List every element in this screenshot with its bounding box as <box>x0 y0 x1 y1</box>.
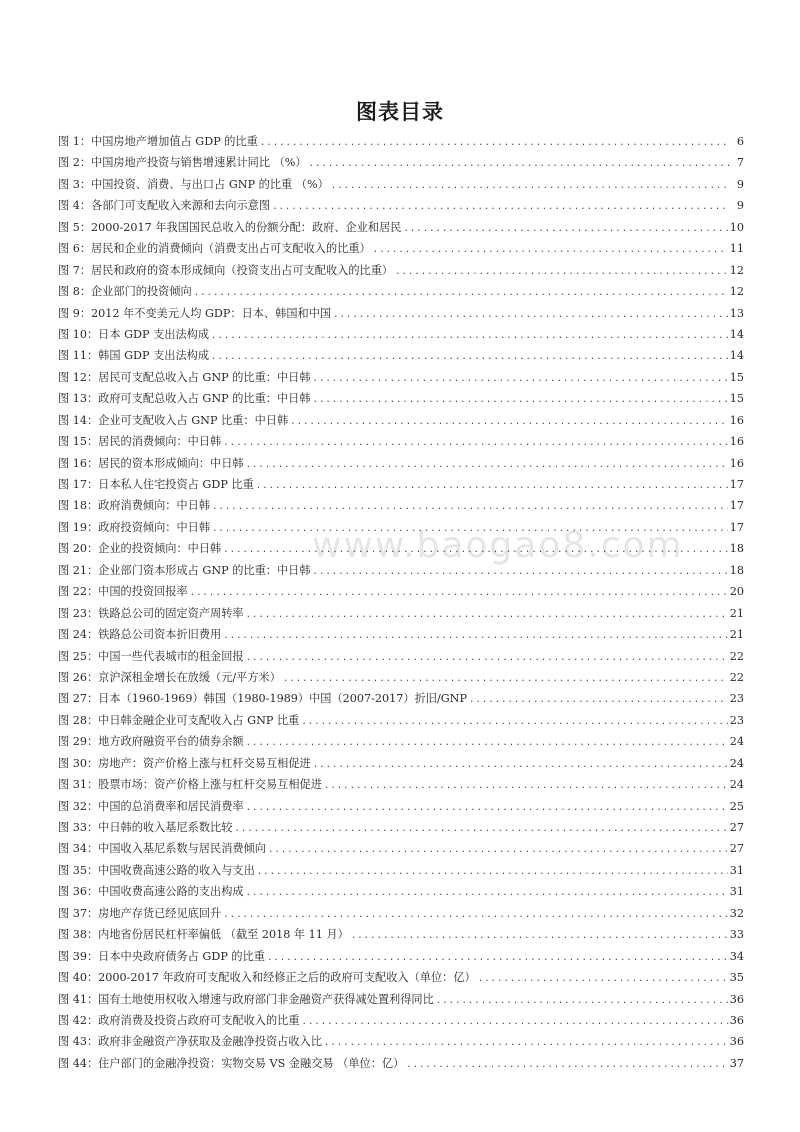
toc-entry-page-number: 37 <box>729 1056 744 1070</box>
toc-entry[interactable] <box>58 262 744 283</box>
toc-entry[interactable] <box>58 798 744 819</box>
toc-entry[interactable] <box>58 648 744 669</box>
toc-entry-page-number: 36 <box>729 992 744 1006</box>
toc-entry[interactable] <box>58 1012 744 1033</box>
dot-leader <box>290 417 728 427</box>
dot-leader <box>246 803 728 813</box>
toc-entry[interactable] <box>58 626 744 647</box>
toc-entry-label: 图 35：中国收费高速公路的收入与支出 <box>58 863 255 877</box>
toc-entry[interactable] <box>58 455 744 476</box>
dot-leader <box>331 181 730 191</box>
toc-entry-label: 图 17：日本私人住宅投资占 GDP 比重 <box>58 478 254 491</box>
toc-entry[interactable] <box>58 240 744 261</box>
page-title: 图表目录 <box>356 100 444 124</box>
dot-leader <box>223 631 728 641</box>
toc-entry-page-number: 24 <box>729 735 744 749</box>
toc-entry-label: 图 9：2012 年不变美元人均 GDP：日本、韩国和中国 <box>58 306 332 320</box>
toc-entry-label: 图 13：政府可支配总收入占 GNP 的比重：中日韩 <box>58 392 311 406</box>
toc-entry-label: 图 4：各部门可支配收入来源和去向示意图 <box>58 199 271 213</box>
toc-entry-label: 图 40：2000-2017 年政府可支配收入和经修正之后的政府可支配收入（单位：亿） <box>58 971 476 985</box>
toc-entry-label: 图 23：铁路总公司的固定资产周转率 <box>58 606 244 620</box>
toc-entry-page-number: 18 <box>729 542 744 556</box>
toc-entry[interactable] <box>58 219 744 240</box>
toc-entry-page-number: 35 <box>729 971 744 985</box>
toc-entry-page-number: 20 <box>729 585 744 599</box>
dot-leader <box>267 953 728 963</box>
toc-entry-page-number: 12 <box>729 263 744 277</box>
toc-entry-page-number: 17 <box>729 499 744 513</box>
toc-entry-label: 图 34：中国收入基尼系数与居民消费倾向 <box>58 842 266 856</box>
toc-entry[interactable] <box>58 133 744 154</box>
dot-leader <box>246 460 728 470</box>
toc-entry-page-number: 16 <box>729 456 744 470</box>
dot-leader <box>373 245 728 255</box>
toc-entry-label: 图 33：中日韩的收入基尼系数比较 <box>58 821 233 834</box>
dot-leader <box>395 267 728 277</box>
toc-entry-label: 图 42：政府消费及投资占政府可支配收入的比重 <box>58 1013 300 1027</box>
toc-entry-page-number: 21 <box>729 628 744 642</box>
toc-entry-label: 图 39：日本中央政府债务占 GDP 的比重 <box>58 949 265 963</box>
dot-leader <box>301 717 727 727</box>
toc-entry[interactable] <box>58 369 744 390</box>
dot-leader <box>309 159 730 169</box>
toc-entry-page-number: 18 <box>729 563 744 577</box>
toc-entry-page-number: 15 <box>729 370 744 384</box>
figure-list <box>58 133 744 1076</box>
toc-entry-page-number: 25 <box>729 799 744 813</box>
dot-leader <box>313 760 728 770</box>
dot-leader <box>212 502 728 512</box>
toc-entry-page-number: 16 <box>729 413 744 427</box>
toc-entry-page-number: 32 <box>729 906 744 920</box>
toc-entry-page-number: 14 <box>729 349 744 363</box>
toc-entry[interactable] <box>58 540 744 561</box>
toc-entry-page-number: 22 <box>729 670 744 684</box>
toc-entry-label: 图 15：居民的消费倾向：中日韩 <box>58 435 222 449</box>
toc-entry-label: 图 11：韩国 GDP 支出法构成 <box>58 349 210 363</box>
toc-entry-label: 图 28：中日韩金融企业可支配收入占 GNP 比重 <box>58 713 300 727</box>
dot-leader <box>324 1038 728 1048</box>
dot-leader <box>246 888 728 898</box>
toc-entry[interactable] <box>58 433 744 454</box>
dot-leader <box>246 653 728 663</box>
toc-entry-page-number: 17 <box>729 520 744 534</box>
toc-entry-label: 图 38：内地省份居民杠杆率偏低 （截至 2018 年 11 月） <box>58 928 349 942</box>
toc-entry-label: 图 44：住户部门的金融净投资：实物交易 VS 金融交易 （单位：亿） <box>58 1056 405 1070</box>
toc-entry[interactable] <box>58 690 744 711</box>
toc-entry-page-number: 36 <box>729 1035 744 1049</box>
toc-entry[interactable] <box>58 562 744 583</box>
dot-leader <box>351 931 728 941</box>
toc-entry[interactable] <box>58 926 744 947</box>
toc-entry-label: 图 10：日本 GDP 支出法构成 <box>58 327 210 341</box>
toc-entry-page-number: 36 <box>729 1013 744 1027</box>
toc-entry-page-number: 7 <box>736 156 744 170</box>
dot-leader <box>246 738 728 748</box>
dot-leader <box>324 781 728 791</box>
toc-entry-label: 图 16：居民的资本形成倾向：中日韩 <box>58 456 244 470</box>
toc-entry[interactable] <box>58 883 744 904</box>
toc-entry-label: 图 37：房地产存货已经见底回升 <box>58 906 222 920</box>
toc-entry[interactable] <box>58 326 744 347</box>
toc-entry-label: 图 2：中国房地产投资与销售增速累计同比 （%） <box>58 156 307 170</box>
toc-entry-page-number: 33 <box>729 928 744 942</box>
toc-entry[interactable] <box>58 840 744 861</box>
toc-entry-label: 图 20：企业的投资倾向：中日韩 <box>58 542 222 556</box>
toc-entry[interactable] <box>58 305 744 326</box>
toc-entry[interactable] <box>58 283 744 304</box>
toc-entry-label: 图 18：政府消费倾向：中日韩 <box>58 499 211 513</box>
dot-leader <box>313 395 728 405</box>
toc-entry[interactable] <box>58 969 744 990</box>
toc-entry[interactable] <box>58 347 744 368</box>
toc-entry-page-number: 22 <box>729 649 744 663</box>
toc-entry-label: 图 8：企业部门的投资倾向 <box>58 285 192 299</box>
dot-leader <box>403 224 727 234</box>
toc-entry-page-number: 12 <box>729 285 744 299</box>
toc-entry[interactable] <box>58 476 744 497</box>
toc-entry-page-number: 24 <box>729 778 744 792</box>
dot-leader <box>223 910 728 920</box>
dot-leader <box>211 352 728 362</box>
dot-leader <box>256 481 728 491</box>
dot-leader <box>190 588 728 598</box>
toc-entry-page-number: 34 <box>729 949 744 963</box>
dot-leader <box>272 202 730 212</box>
toc-entry-label: 图 25：中国一些代表城市的租金回报 <box>58 649 244 663</box>
watermark: www.baogao8.com <box>312 525 684 566</box>
toc-entry-page-number: 31 <box>729 885 744 899</box>
toc-entry[interactable] <box>58 497 744 518</box>
toc-entry[interactable] <box>58 712 744 733</box>
toc-entry-label: 图 26：京沪深租金增长在放缓（元/平方米） <box>58 670 281 684</box>
dot-leader <box>257 867 728 877</box>
toc-entry[interactable] <box>58 948 744 969</box>
toc-entry[interactable] <box>58 819 744 840</box>
toc-entry-label: 图 32：中国的总消费率和居民消费率 <box>58 799 244 813</box>
dot-leader <box>313 374 728 384</box>
dot-leader <box>333 310 728 320</box>
dot-leader <box>268 845 728 855</box>
toc-entry-page-number: 23 <box>729 713 744 727</box>
toc-entry-page-number: 27 <box>729 842 744 856</box>
toc-entry[interactable] <box>58 776 744 797</box>
toc-entry-label: 图 6：居民和企业的消费倾向（消费支出占可支配收入的比重） <box>58 242 371 256</box>
toc-entry-label: 图 12：居民可支配总收入占 GNP 的比重：中日韩 <box>58 370 311 384</box>
dot-leader <box>436 996 728 1006</box>
toc-entry-label: 图 36：中国收费高速公路的支出构成 <box>58 885 244 899</box>
dot-leader <box>302 1017 728 1027</box>
toc-entry-label: 图 22：中国的投资回报率 <box>58 585 188 599</box>
toc-entry-label: 图 30：房地产：资产价格上涨与杠杆交易互相促进 <box>58 756 311 770</box>
toc-entry-label: 图 1：中国房地产增加值占 GDP 的比重 <box>58 135 258 148</box>
toc-entry-label: 图 29：地方政府融资平台的债券余额 <box>58 735 244 749</box>
toc-entry[interactable] <box>58 862 744 883</box>
dot-leader <box>260 138 730 148</box>
dot-leader <box>283 674 728 684</box>
dot-leader <box>223 545 728 555</box>
toc-entry-page-number: 15 <box>729 392 744 406</box>
toc-entry-label: 图 21：企业部门资本形成占 GNP 的比重：中日韩 <box>58 563 311 577</box>
toc-entry-label: 图 19：政府投资倾向：中日韩 <box>58 520 211 534</box>
dot-leader <box>478 974 728 984</box>
dot-leader <box>406 1060 727 1070</box>
toc-entry-label: 图 31：股票市场：资产价格上涨与杠杆交易互相促进 <box>58 778 322 792</box>
toc-entry[interactable] <box>58 519 744 540</box>
toc-entry[interactable] <box>58 154 744 175</box>
toc-entry[interactable] <box>58 733 744 754</box>
toc-entry[interactable] <box>58 905 744 926</box>
dot-leader <box>469 695 728 705</box>
toc-entry-label: 图 27：日本（1960-1969）韩国（1980-1989）中国（2007-2017）折旧/GNP <box>58 692 467 706</box>
toc-entry[interactable] <box>58 605 744 626</box>
toc-entry-page-number: 11 <box>729 242 744 256</box>
toc-entry-page-number: 21 <box>729 606 744 620</box>
dot-leader <box>223 438 728 448</box>
toc-entry-page-number: 9 <box>736 199 744 213</box>
toc-entry-label: 图 41：国有土地使用权收入增速与政府部门非金融资产获得减处置利得同比 <box>58 992 434 1006</box>
toc-entry[interactable] <box>58 197 744 218</box>
dot-leader <box>211 331 728 341</box>
toc-entry[interactable] <box>58 755 744 776</box>
dot-leader <box>194 288 728 298</box>
toc-entry-page-number: 6 <box>736 135 744 148</box>
toc-entry[interactable] <box>58 176 744 197</box>
dot-leader <box>212 524 728 534</box>
toc-entry-label: 图 5：2000-2017 年我国国民总收入的份额分配：政府、企业和居民 <box>58 220 402 234</box>
toc-entry-label: 图 14：企业可支配收入占 GNP 比重：中日韩 <box>58 413 289 427</box>
toc-entry-label: 图 24：铁路总公司资本折旧费用 <box>58 628 222 642</box>
toc-entry-label: 图 43：政府非金融资产净获取及金融净投资占收入比 <box>58 1035 322 1049</box>
toc-entry-label: 图 7：居民和政府的资本形成倾向（投资支出占可支配收入的比重） <box>58 263 394 277</box>
toc-entry-page-number: 23 <box>729 692 744 706</box>
toc-entry[interactable] <box>58 991 744 1012</box>
toc-entry-page-number: 13 <box>729 306 744 320</box>
toc-entry-page-number: 31 <box>729 863 744 877</box>
dot-leader <box>246 610 728 620</box>
toc-entry[interactable] <box>58 669 744 690</box>
toc-entry-page-number: 27 <box>729 821 744 834</box>
toc-entry-page-number: 14 <box>729 327 744 341</box>
toc-entry-page-number: 24 <box>729 756 744 770</box>
dot-leader <box>234 824 727 834</box>
toc-entry[interactable] <box>58 1055 744 1076</box>
toc-entry-label: 图 3：中国投资、消费、与出口占 GNP 的比重 （%） <box>58 177 329 191</box>
toc-entry[interactable] <box>58 390 744 411</box>
toc-entry[interactable] <box>58 412 744 433</box>
toc-entry-page-number: 9 <box>736 177 744 191</box>
toc-entry[interactable] <box>58 583 744 604</box>
toc-entry-page-number: 16 <box>729 435 744 449</box>
toc-entry-page-number: 17 <box>729 478 744 491</box>
toc-entry[interactable] <box>58 1033 744 1054</box>
toc-entry-page-number: 10 <box>729 220 744 234</box>
dot-leader <box>313 567 728 577</box>
